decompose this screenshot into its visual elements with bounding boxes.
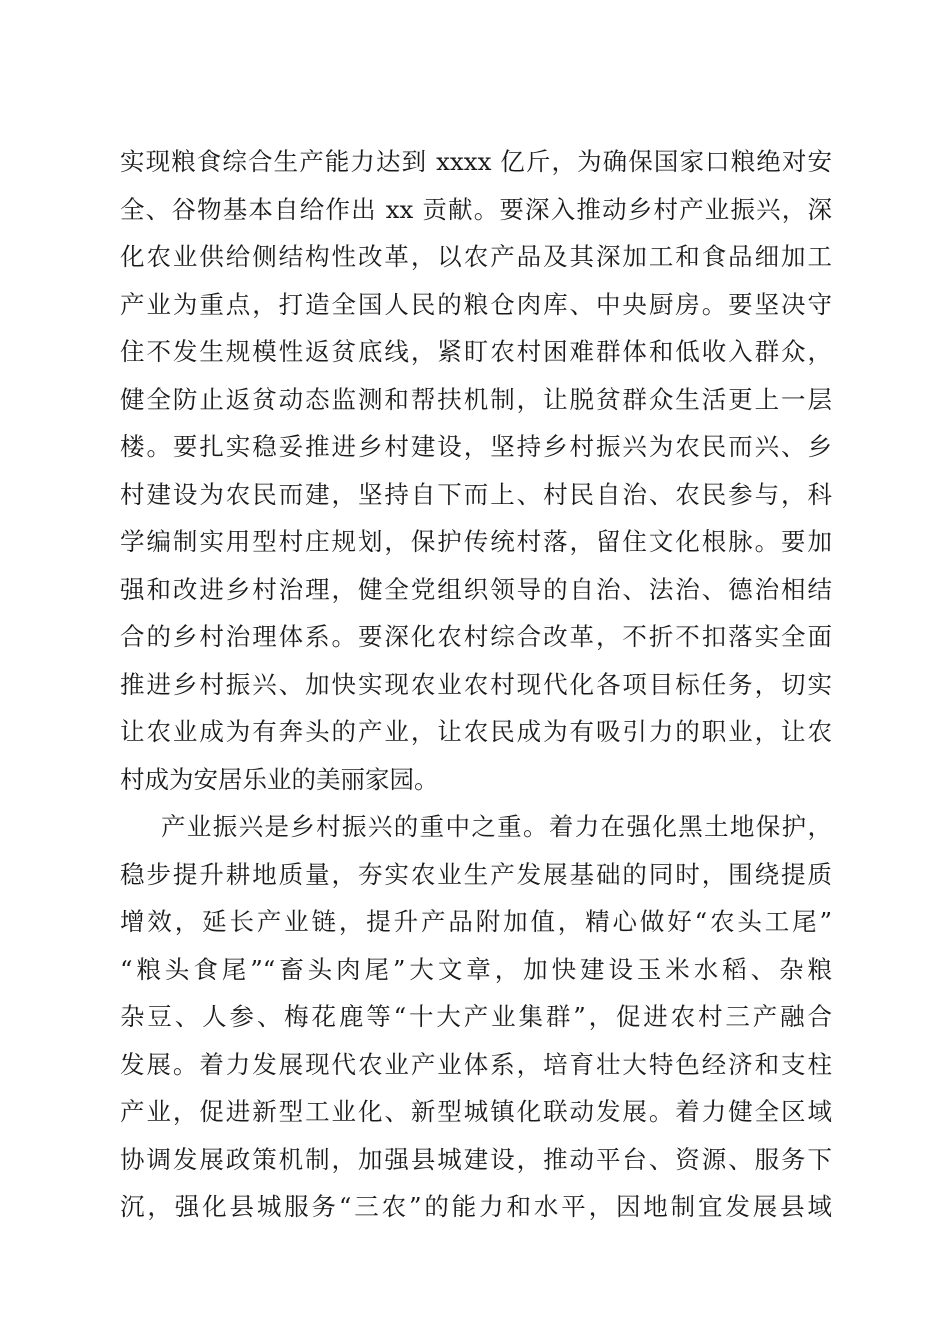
- text-line: 协调发展政策机制，加强县城建设，推动平台、资源、服务下: [120, 1144, 832, 1174]
- text-line: 楼。要扎实稳妥推进乡村建设，坚持乡村振兴为农民而兴、乡: [120, 432, 832, 461]
- text-line: 产业，促进新型工业化、新型城镇化联动发展。着力健全区域: [120, 1097, 832, 1126]
- text-line: 强和改进乡村治理，健全党组织领导的自治、法治、德治相结: [120, 574, 832, 604]
- text-line: 实现粮食综合生产能力达到 xxxx 亿斤，为确保国家口粮绝对安: [120, 147, 832, 176]
- text-line: 增效，延长产业链，提升产品附加值，精心做好“农头工尾”: [120, 907, 832, 936]
- text-line: 村成为安居乐业的美丽家园。: [120, 764, 439, 794]
- text-line: 推进乡村振兴、加快实现农业农村现代化各项目标任务，切实: [120, 669, 832, 699]
- text-line: 村建设为农民而建，坚持自下而上、村民自治、农民参与，科: [120, 479, 832, 509]
- body-text: [120, 138, 832, 1231]
- text-line: 沉，强化县城服务“三农”的能力和水平，因地制宜发展县域: [120, 1192, 832, 1221]
- text-line: 让农业成为有奔头的产业，让农民成为有吸引力的职业，让农: [120, 717, 832, 746]
- text-line: 合的乡村治理体系。要深化农村综合改革，不折不扣落实全面: [120, 622, 832, 651]
- text-line: 杂豆、人参、梅花鹿等“十大产业集群”，促进农村三产融合: [120, 1002, 832, 1031]
- paragraph-2: [120, 803, 832, 1231]
- text-line: 全、谷物基本自给作出 xx 贡献。要深入推动乡村产业振兴，深: [120, 194, 832, 224]
- text-line: 化农业供给侧结构性改革，以农产品及其深加工和食品细加工: [120, 242, 832, 271]
- text-line: “粮头食尾”“畜头肉尾”大文章，加快建设玉米水稻、杂粮: [120, 954, 832, 984]
- paragraph-1: [120, 138, 832, 803]
- text-line: 学编制实用型村庄规划，保护传统村落，留住文化根脉。要加: [120, 527, 832, 556]
- text-line: 发展。着力发展现代农业产业体系，培育壮大特色经济和支柱: [120, 1049, 832, 1079]
- text-line: 产业振兴是乡村振兴的重中之重。着力在强化黑土地保护，: [161, 812, 832, 841]
- text-line: 稳步提升耕地质量，夯实农业生产发展基础的同时，围绕提质: [120, 859, 832, 889]
- text-line: 产业为重点，打造全国人民的粮仓肉库、中央厨房。要坚决守: [120, 289, 832, 319]
- text-line: 健全防止返贫动态监测和帮扶机制，让脱贫群众生活更上一层: [120, 384, 832, 414]
- text-line: 住不发生规模性返贫底线，紧盯农村困难群体和低收入群众，: [120, 337, 832, 366]
